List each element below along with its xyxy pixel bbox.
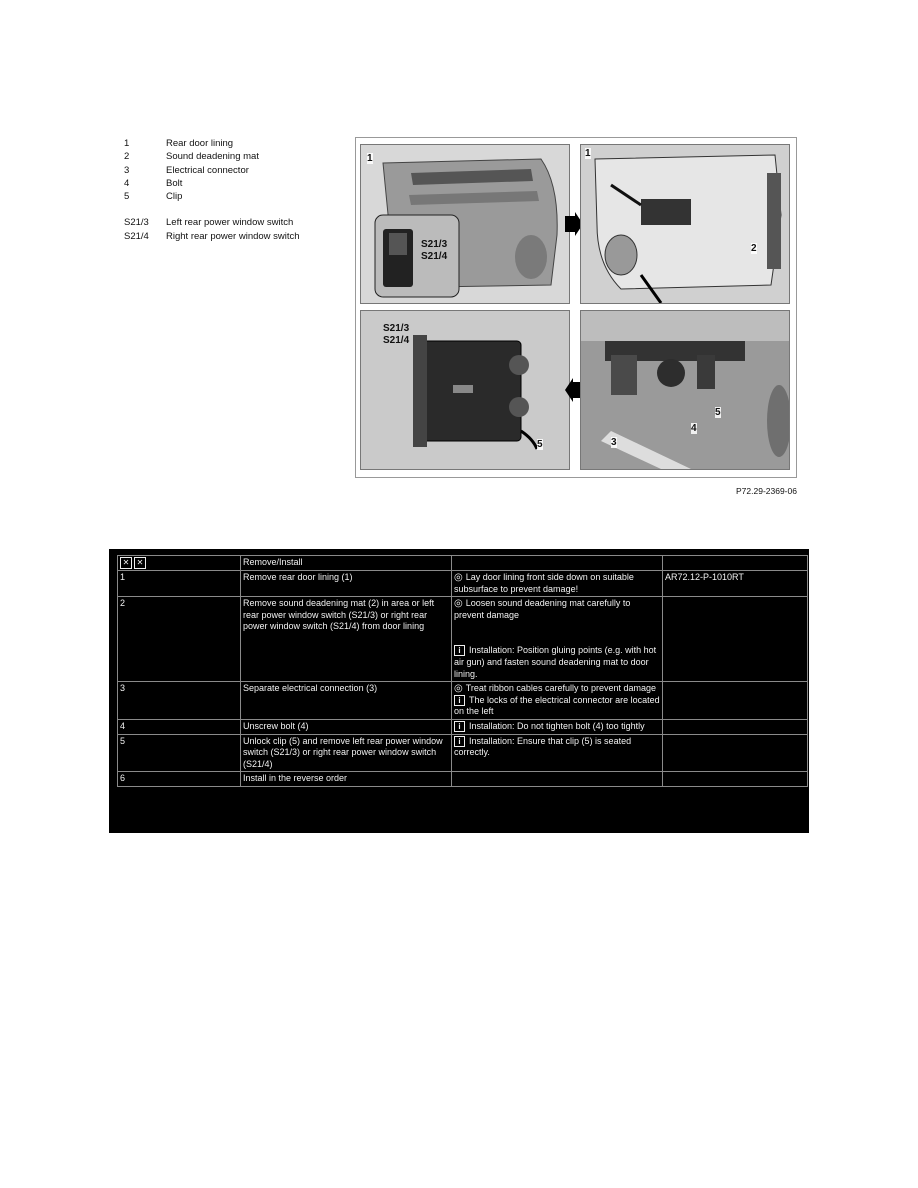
switch-tag-s21-4: S21/4: [421, 251, 448, 262]
header-title: Remove/Install: [241, 556, 452, 571]
legend-item: 4 Bolt: [124, 177, 183, 189]
table-row: 6 Install in the reverse order: [118, 772, 808, 787]
legend-item: S21/3 Left rear power window switch: [124, 217, 294, 229]
switch-tag-s21-3: S21/3: [421, 239, 448, 250]
info-icon: i: [454, 695, 465, 706]
info-icon: i: [454, 736, 465, 747]
install-icon: ✕: [134, 557, 146, 569]
table-row: 3 Separate electrical connection (3) ◎ Treat ribbon cables carefully to prevent damage i The locks of the electrical connector are located on the left: [118, 682, 808, 720]
panel-switch-unit: [360, 310, 570, 470]
door-lining-drawing: [361, 145, 569, 303]
caution-icon: ◎: [454, 598, 463, 610]
remove-icon: ✕: [120, 557, 132, 569]
legend-item: 1 Rear door lining: [124, 138, 234, 149]
panel-door-inside: [580, 144, 790, 304]
door-inside-drawing: [581, 145, 789, 303]
callout-3: 3: [611, 437, 617, 448]
table-row: 2 Remove sound deadening mat (2) in area or left rear power window switch (S21/3) or right rear power window switch (S21/4) from door lining ◎ Loosen sound deadening mat carefully to prevent damage i Installation: Position gluing points (e.g. with hot air gun) and fasten sound deadening mat to door lining.: [118, 597, 808, 682]
switch-tag-s21-4: S21/4: [383, 335, 410, 346]
reference-link[interactable]: AR72.12-P-1010RT: [663, 571, 808, 597]
callout-1: 1: [585, 148, 591, 159]
caution-icon: ◎: [454, 683, 463, 695]
legend-item: 2 Sound deadening mat: [124, 151, 259, 163]
panel-door-lining: [360, 144, 570, 304]
callout-5: 5: [537, 439, 543, 450]
callout-4: 4: [691, 423, 697, 434]
procedure-table: [109, 549, 809, 833]
illustration-figure: [355, 137, 797, 478]
table-row: 5 Unlock clip (5) and remove left rear power window switch (S21/3) or right rear power window switch (S21/4) i Installation: Ensure that clip (5) is seated correctly.: [118, 734, 808, 772]
info-icon: i: [454, 721, 465, 732]
panel-installed-switch: [580, 310, 790, 470]
legend: [124, 137, 300, 243]
callout-5: 5: [715, 407, 721, 418]
legend-item: S21/4 Right rear power window switch: [124, 230, 300, 242]
table-row: 1 Remove rear door lining (1) ◎ Lay door lining front side down on suitable subsurface to prevent damage! AR72.12-P-1010RT: [118, 571, 808, 597]
callout-1: 1: [367, 153, 373, 164]
caution-icon: ◎: [454, 572, 463, 583]
table-header-row: [118, 556, 808, 571]
figure-code: P72.29-2369-06: [736, 486, 797, 496]
legend-item: 3 Electrical connector: [124, 164, 249, 176]
callout-2: 2: [751, 243, 757, 254]
table-row: 4 Unscrew bolt (4) i Installation: Do not tighten bolt (4) too tightly: [118, 719, 808, 734]
switch-tag-s21-3: S21/3: [383, 323, 410, 334]
legend-item: 5 Clip: [124, 191, 183, 203]
info-icon: i: [454, 645, 465, 656]
